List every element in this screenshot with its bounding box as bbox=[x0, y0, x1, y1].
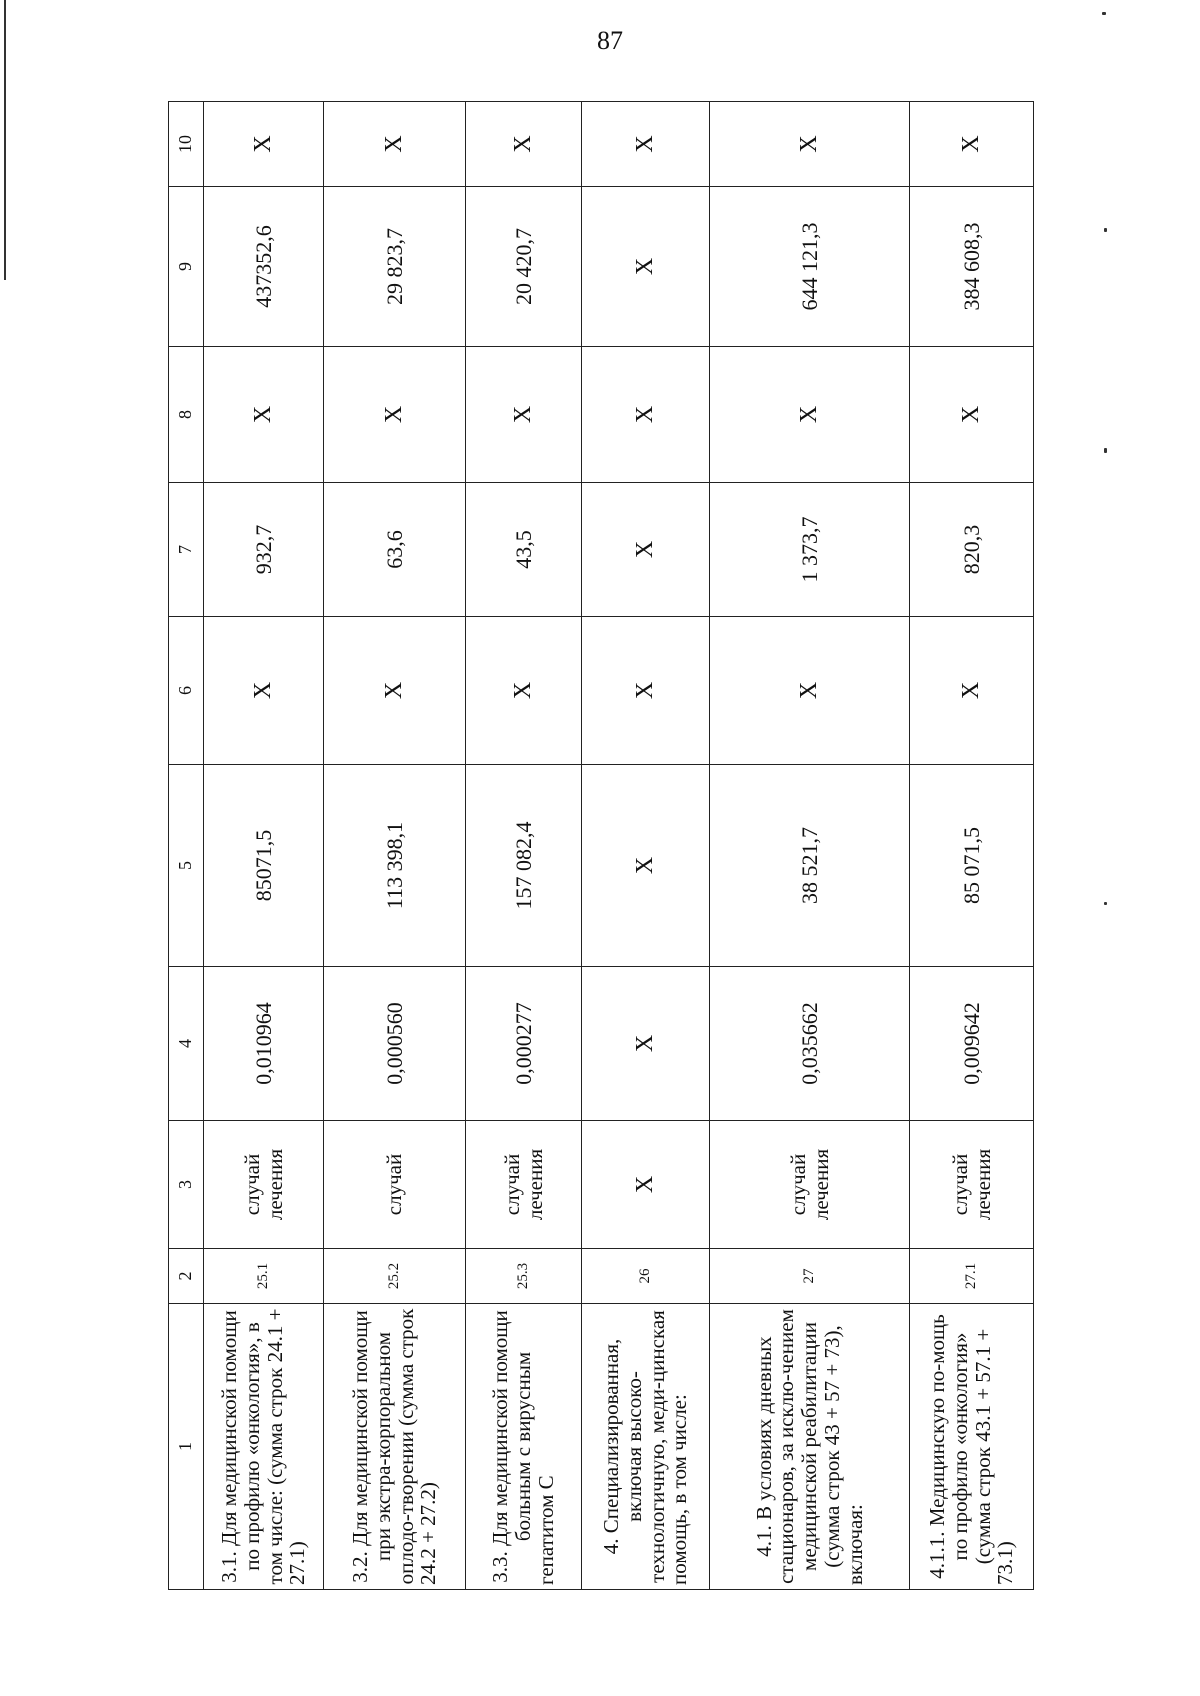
row-cell-c10: Х bbox=[466, 102, 582, 187]
scan-speck bbox=[1104, 228, 1107, 232]
row-cell-c9: 384 608,3 bbox=[910, 187, 1034, 347]
column-header: 4 bbox=[169, 967, 204, 1121]
scan-margin-line bbox=[4, 0, 6, 280]
row-cell-c10: Х bbox=[324, 102, 466, 187]
row-cell-c8: Х bbox=[910, 347, 1034, 483]
row-cell-c9: Х bbox=[582, 187, 710, 347]
table-row bbox=[204, 102, 324, 1590]
row-cell-c6: Х bbox=[582, 617, 710, 765]
row-cell-c8: Х bbox=[204, 347, 324, 483]
column-header: 10 bbox=[169, 102, 204, 187]
row-cell-c7: Х bbox=[582, 483, 710, 617]
row-unit: случай лечения bbox=[204, 1121, 324, 1249]
table-header-row bbox=[169, 102, 204, 1590]
scan-speck bbox=[1104, 448, 1107, 453]
row-cell-c10: Х bbox=[582, 102, 710, 187]
row-cell-c7: 820,3 bbox=[910, 483, 1034, 617]
row-line-number: 25.1 bbox=[204, 1249, 324, 1304]
row-cell-c7: 43,5 bbox=[466, 483, 582, 617]
rotated-table-wrapper bbox=[168, 102, 1028, 1590]
column-header: 1 bbox=[169, 1304, 204, 1590]
row-cell-c10: Х bbox=[710, 102, 910, 187]
row-line-number: 25.3 bbox=[466, 1249, 582, 1304]
row-cell-c7: 932,7 bbox=[204, 483, 324, 617]
column-header: 5 bbox=[169, 765, 204, 967]
column-header: 2 bbox=[169, 1249, 204, 1304]
row-unit: случай лечения bbox=[910, 1121, 1034, 1249]
row-cell-c6: Х bbox=[466, 617, 582, 765]
table-row bbox=[324, 102, 466, 1590]
column-header: 3 bbox=[169, 1121, 204, 1249]
row-cell-c8: Х bbox=[466, 347, 582, 483]
row-cell-c8: Х bbox=[710, 347, 910, 483]
row-cell-c4: 0,000560 bbox=[324, 967, 466, 1121]
row-line-number: 26 bbox=[582, 1249, 710, 1304]
row-cell-c7: 1 373,7 bbox=[710, 483, 910, 617]
row-unit: случай лечения bbox=[466, 1121, 582, 1249]
table-row bbox=[466, 102, 582, 1590]
row-cell-c4: 0,009642 bbox=[910, 967, 1034, 1121]
row-cell-c9: 644 121,3 bbox=[710, 187, 910, 347]
row-cell-c6: Х bbox=[710, 617, 910, 765]
table-row bbox=[710, 102, 910, 1590]
row-cell-c6: Х bbox=[324, 617, 466, 765]
row-cell-c5: 157 082,4 bbox=[466, 765, 582, 967]
row-cell-c5: Х bbox=[582, 765, 710, 967]
row-description: 4.1.1. Медицинскую по-мощь по профилю «онкология» (сумма строк 43.1 + 57.1 + 73.1) bbox=[910, 1304, 1034, 1590]
table-row bbox=[910, 102, 1034, 1590]
row-description: 3.2. Для медицинской помощи при экстра-корпоральном оплодо-творении (сумма строк 24.2 + 27.2) bbox=[324, 1304, 466, 1590]
scan-speck bbox=[1102, 12, 1106, 15]
row-cell-c7: 63,6 bbox=[324, 483, 466, 617]
row-cell-c8: Х bbox=[582, 347, 710, 483]
column-header: 8 bbox=[169, 347, 204, 483]
scan-speck bbox=[1104, 902, 1107, 905]
table-row bbox=[582, 102, 710, 1590]
row-description: 4.1. В условиях дневных стационаров, за исклю-чением медицинской реабилитации (сумма строк 43 + 57 + 73), включая: bbox=[710, 1304, 910, 1590]
row-unit: случай bbox=[324, 1121, 466, 1249]
row-cell-c5: 85071,5 bbox=[204, 765, 324, 967]
row-cell-c9: 20 420,7 bbox=[466, 187, 582, 347]
row-cell-c5: 113 398,1 bbox=[324, 765, 466, 967]
row-description: 3.1. Для медицинской помощи по профилю «онкология», в том числе: (сумма строк 24.1 + 27.1) bbox=[204, 1304, 324, 1590]
row-cell-c4: 0,010964 bbox=[204, 967, 324, 1121]
page-number: 87 bbox=[597, 26, 623, 55]
row-line-number: 25.2 bbox=[324, 1249, 466, 1304]
data-table bbox=[168, 101, 1034, 1590]
row-line-number: 27.1 bbox=[910, 1249, 1034, 1304]
row-cell-c8: Х bbox=[324, 347, 466, 483]
row-cell-c5: 85 071,5 bbox=[910, 765, 1034, 967]
row-cell-c4: Х bbox=[582, 967, 710, 1121]
column-header: 6 bbox=[169, 617, 204, 765]
row-cell-c10: Х bbox=[204, 102, 324, 187]
row-cell-c9: 437352,6 bbox=[204, 187, 324, 347]
row-unit: Х bbox=[582, 1121, 710, 1249]
row-unit: случай лечения bbox=[710, 1121, 910, 1249]
row-description: 3.3. Для медицинской помощи больным с вирусным гепатитом С bbox=[466, 1304, 582, 1590]
column-header: 7 bbox=[169, 483, 204, 617]
row-cell-c10: Х bbox=[910, 102, 1034, 187]
row-cell-c5: 38 521,7 bbox=[710, 765, 910, 967]
row-cell-c6: Х bbox=[910, 617, 1034, 765]
row-cell-c9: 29 823,7 bbox=[324, 187, 466, 347]
row-description: 4. Специализированная, включая высоко-технологичную, меди-цинская помощь, в том числе: bbox=[582, 1304, 710, 1590]
column-header: 9 bbox=[169, 187, 204, 347]
row-line-number: 27 bbox=[710, 1249, 910, 1304]
row-cell-c6: Х bbox=[204, 617, 324, 765]
row-cell-c4: 0,000277 bbox=[466, 967, 582, 1121]
row-cell-c4: 0,035662 bbox=[710, 967, 910, 1121]
